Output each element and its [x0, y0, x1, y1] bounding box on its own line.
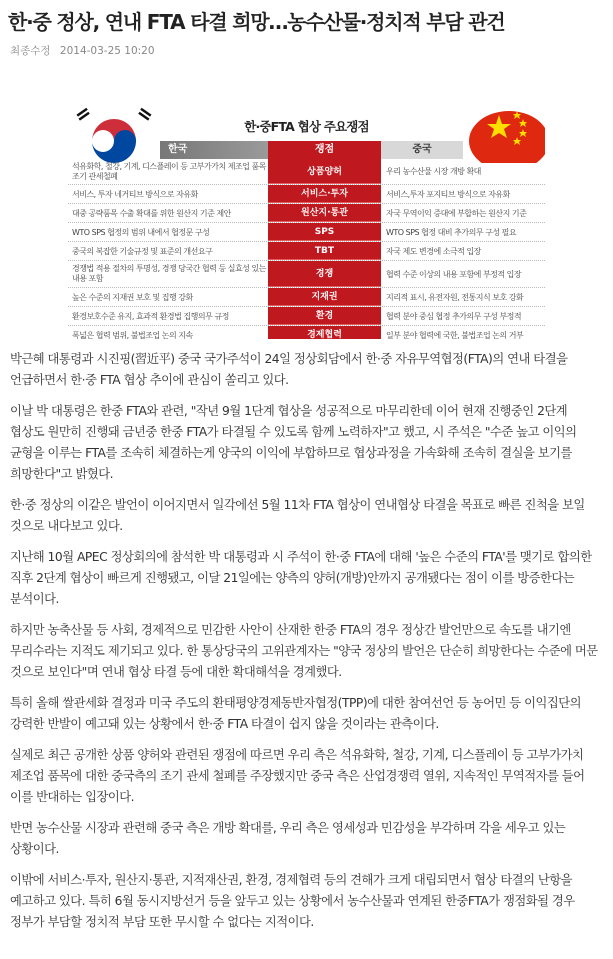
infographic-row [68, 326, 545, 339]
china-position: 지리적 표시, 유전자원, 전통지식 보호 강화 [386, 292, 524, 302]
article-paragraph: 반면 농수산물 시장과 관련해 중국 측은 개방 확대를, 우리 측은 영세성과 민감성을 부각하며 각을 세우고 있는 상황이다. [10, 821, 566, 856]
china-position: 자국 무역이익 증대에 부합하는 원산지 기준 [386, 208, 527, 218]
china-column-header: 중국 [381, 141, 463, 159]
infographic-row [68, 204, 545, 223]
issue-label: SPS [268, 223, 381, 241]
issue-label: TBT [268, 242, 381, 260]
fta-issues-infographic [68, 101, 545, 339]
korea-position: 환경보호수준 유지, 효과적 환경법 집행의무 규정 [72, 311, 229, 321]
infographic-row [68, 242, 545, 261]
china-position: 자국 제도 변경에 소극적 입장 [386, 246, 481, 256]
korea-column-header: 한국 [160, 141, 268, 159]
issue-column-header: 쟁점 [268, 141, 381, 159]
china-position: 협력 수준 이상의 내용 포함에 부정적 입장 [386, 269, 522, 279]
issue-label: 지재권 [268, 288, 381, 306]
last-modified-label: 최종수정 [10, 45, 51, 57]
china-position: 우리 농수산물 시장 개방 확대 [386, 167, 481, 176]
article-headline: 한·중 정상, 연내 FTA 타결 희망…농수산물·정치적 부담 관건 [8, 10, 505, 34]
infographic-title: 한·중FTA 협상 주요쟁점 [244, 119, 369, 134]
korea-position: 대중 공략품목 수출 확대를 위한 원산지 기준 제안 [72, 208, 231, 218]
issue-label: 경쟁 [268, 261, 381, 287]
infographic-row [68, 159, 545, 185]
china-position: 협력 분야 중심 협정 추가의무 구성 부정적 [386, 311, 522, 321]
china-position: 일부 분야 협력에 국한, 불법조업 논의 거부 [386, 330, 524, 339]
china-position: WTO SPS 협정 대비 추가의무 구성 필요 [386, 227, 517, 237]
infographic-row [68, 261, 545, 288]
infographic-row [68, 223, 545, 242]
infographic-rows [68, 159, 545, 339]
article-paragraph: 박근혜 대통령과 시진핑(習近平) 중국 국가주석이 24일 정상회담에서 한·중 자유무역협정(FTA)의 연내 타결을 언급하면서 한·중 FTA 협상 추이에 관심이 쏠리고 있다. [10, 352, 568, 387]
china-position: 서비스,투자 포지티브 방식으로 자유화 [386, 189, 510, 199]
issue-label: 경제협력 [268, 326, 381, 339]
korea-position: 높은 수준의 지재권 보호 및 집행 강화 [72, 292, 193, 302]
infographic-row [68, 288, 545, 307]
article-body [10, 349, 604, 943]
korea-position: 석유화학, 철강, 기계, 디스플레이 등 고부가가치 제조업 품목 조기 관세철폐 [72, 162, 266, 181]
article-paragraph: 특히 올해 쌀관세화 결정과 미국 주도의 환태평양경제동반자협정(TPP)에 대한 참여선언 등 농어민 등 이익집단의 강력한 반발이 예고돼 있는 상황에서 한·중 FTA 타결이 쉽지 않을 것이라는 관측이다. [10, 696, 582, 731]
issue-label: 원산지·통관 [268, 204, 381, 222]
korea-position: WTO SPS 협정의 범위 내에서 협정문 구성 [72, 227, 210, 237]
article-paragraph: 이밖에 서비스·투자, 원산지·통관, 지적재산권, 환경, 경제협력 등의 견해가 크게 대립되면서 협상 타결의 난항을 예고하고 있다. 특히 6월 동시지방선거 등을 앞두고 있는 상황에서 농수산물과 연계된 한중FTA가 쟁점화될 경우 정부가 부담할 정치적 부담 또한 무시할 수 없다는 지적이다. [10, 873, 575, 929]
article-meta [10, 43, 155, 58]
article-paragraph: 한·중 정상의 이같은 발언이 이어지면서 일각에선 5월 11차 FTA 협상이 연내협상 타결을 목표로 빠른 진척을 보일 것으로 내다보고 있다. [10, 498, 585, 533]
korea-position: 폭넓은 협력 범위, 불법조업 논의 지속 [72, 330, 193, 339]
article-paragraph: 지난해 10월 APEC 정상회의에 참석한 박 대통령과 시 주석이 한·중 FTA에 대해 '높은 수준의 FTA'를 맺기로 합의한 직후 2단계 협상이 빠르게 진행됐고, 이달 21일에는 양측의 양허(개방)안까지 공개됐다는 점이 이를 방증한다는 분석이다. [10, 550, 592, 606]
article-paragraph: 하지만 농축산물 등 사회, 경제적으로 민감한 사안이 산재한 한중 FTA의 경우 정상간 발언만으로 속도를 내기엔 무리수라는 지적도 제기되고 있다. 한 통상당국의 고위관계자는 "양국 정상의 발언은 단순히 희망한다는 수준에 머문 것으로 보인다"며 연내 협상 타결 등에 대한 확대해석을 경계했다. [10, 623, 598, 679]
article-paragraph: 이날 박 대통령은 한중 FTA와 관련, "작년 9월 1단계 협상을 성공적으로 마무리한데 이어 현재 진행중인 2단계 협상도 원만히 진행돼 금년중 한중 FTA가 타결될 수 있도록 함께 노력하자"고 했고, 시 주석은 "수준 높고 이익의 균형을 이루는 FTA를 조속히 체결하는게 양국의 이익에 부합하므로 협상과정을 가속화해 조속히 결실을 보기를 희망한다"고 밝혔다. [10, 404, 577, 481]
korea-position: 중국의 복잡한 기술규정 및 표준의 개선요구 [72, 246, 213, 256]
infographic-row [68, 307, 545, 326]
infographic-row [68, 185, 545, 204]
article-paragraph: 실제로 최근 공개한 상품 양허와 관련된 쟁점에 따르면 우리 측은 석유화학, 철강, 기계, 디스플레이 등 고부가가치 제조업 품목에 대한 중국측의 조기 관세 철폐를 주장했지만 중국 측은 산업경쟁력 열위, 지속적인 무역적자를 들어 이를 반대하는 입장이다. [10, 748, 585, 804]
korea-position: 서비스, 투자 네거티브 방식으로 자유화 [72, 189, 198, 199]
issue-label: 서비스·투자 [268, 185, 381, 203]
issue-label: 환경 [268, 307, 381, 325]
korea-position: 경쟁법 적용 절차의 투명성, 경쟁 당국간 협력 등 실효성 있는 내용 포함 [72, 264, 266, 283]
issue-label: 상품양허 [268, 159, 381, 184]
last-modified-datetime: 2014-03-25 10:20 [59, 45, 155, 57]
